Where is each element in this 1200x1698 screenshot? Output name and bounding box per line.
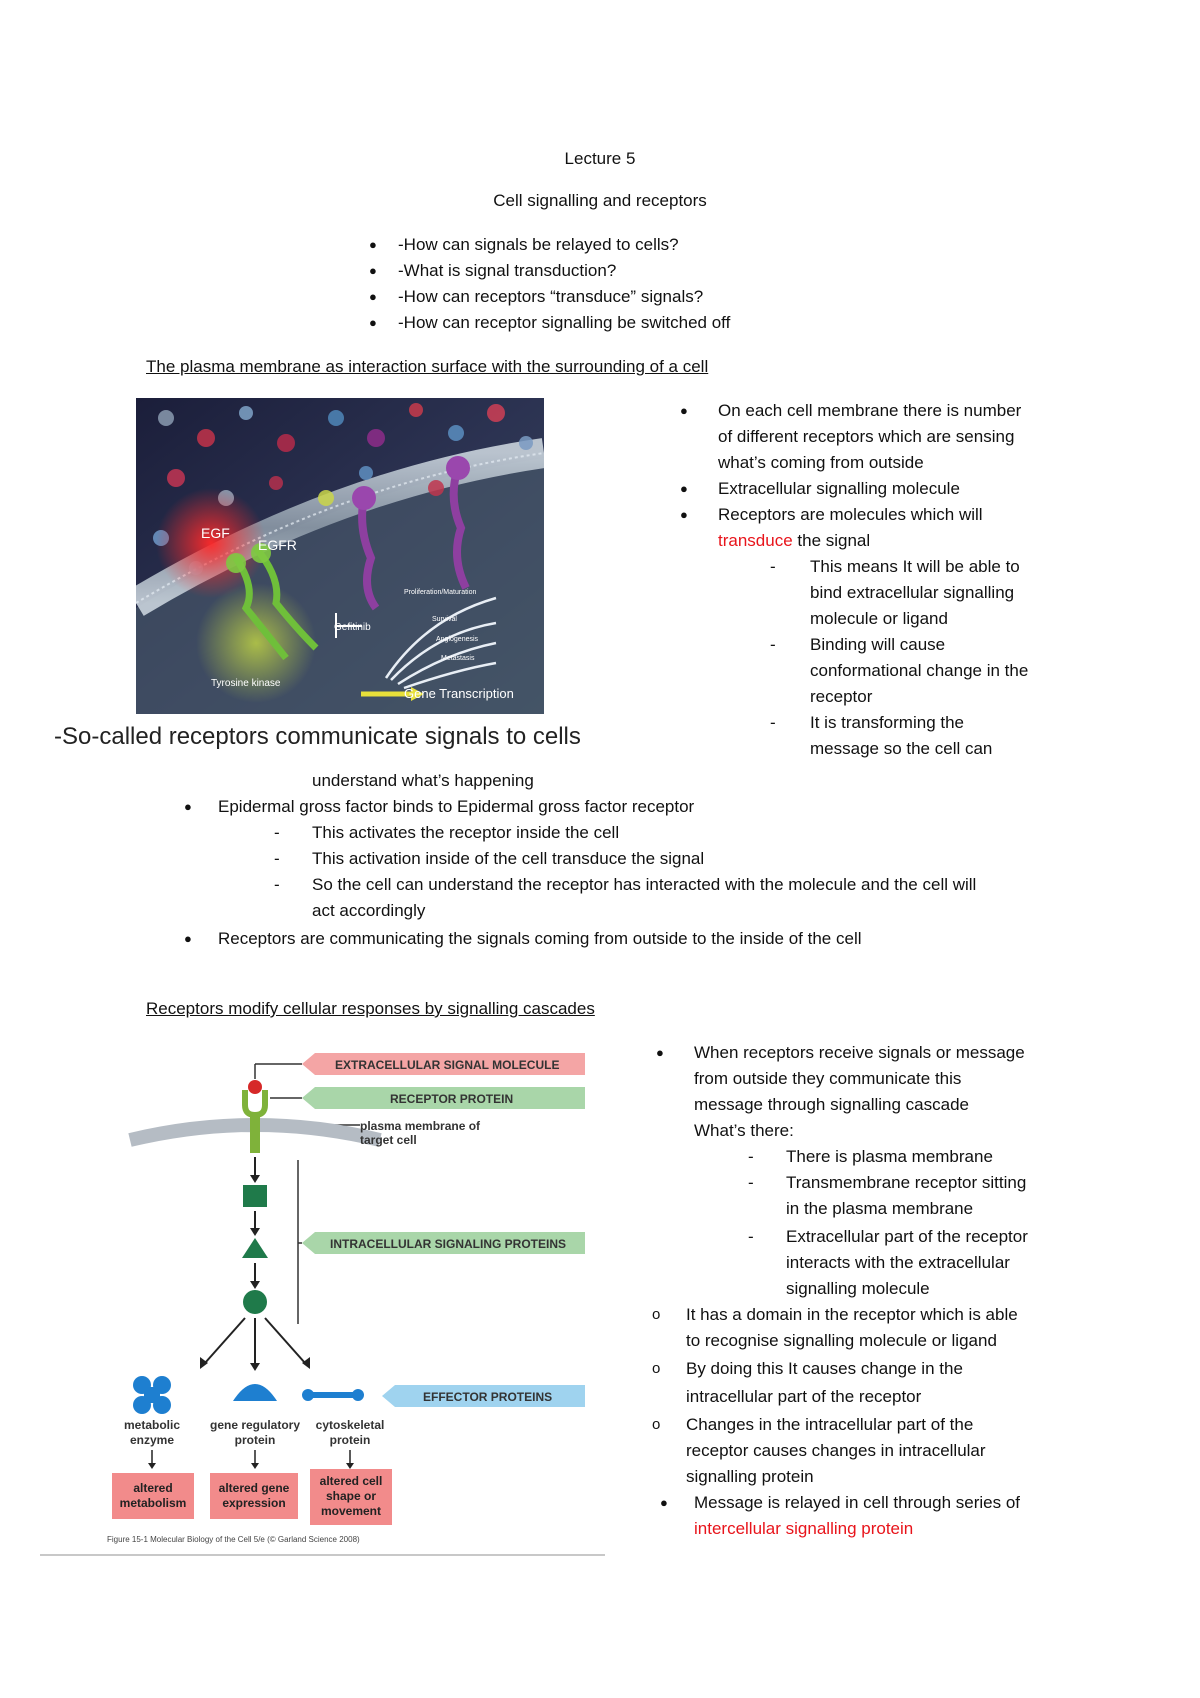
label-egf: EGF <box>201 525 230 541</box>
dash-marker: - <box>770 713 776 732</box>
label-protein: protein <box>234 1433 276 1447</box>
note-line: what’s coming from outside <box>718 453 924 472</box>
label-gene-transcription: Gene Transcription <box>404 686 514 701</box>
page-subtitle: Cell signalling and receptors <box>493 191 707 210</box>
note-line: Extracellular signalling molecule <box>718 479 960 498</box>
note-line: signalling molecule <box>786 1279 930 1298</box>
note-line: On each cell membrane there is number <box>718 401 1022 420</box>
note-line: in the plasma membrane <box>786 1199 974 1218</box>
label-metabolic: metabolic <box>123 1418 181 1432</box>
note-line: This activation inside of the cell transduce the signal <box>312 849 705 868</box>
note-line: message through signalling cascade <box>694 1095 970 1114</box>
outcome-expression: expression <box>222 1496 286 1510</box>
outcome-metabolism: metabolism <box>119 1496 187 1510</box>
label-egfr: EGFR <box>258 537 297 553</box>
highlight-intercellular: intercellular signalling protein <box>694 1519 914 1538</box>
note-line-transduce <box>718 528 870 554</box>
note-line: Receptors are molecules which will <box>718 505 983 524</box>
label-cytoskeletal: cytoskeletal <box>315 1418 385 1432</box>
note-line: message so the cell can <box>810 739 993 758</box>
label-enzyme: enzyme <box>129 1433 175 1447</box>
outcome-altered-gene: altered gene <box>218 1481 290 1495</box>
bullet-icon: ● <box>680 403 688 418</box>
dash-marker: - <box>770 635 776 654</box>
bullet-icon: ● <box>656 1045 664 1060</box>
note-line: Message is relayed in cell through series of <box>694 1493 1020 1512</box>
note-line: act accordingly <box>312 901 426 920</box>
note-line: from outside they communicate this <box>694 1069 962 1088</box>
dash-marker: - <box>748 1173 754 1192</box>
note-line: bind extracellular signalling <box>810 583 1015 602</box>
note-line: understand what’s happening <box>312 771 534 790</box>
note-line: conformational change in the <box>810 661 1029 680</box>
label-metastasis: Metastasis <box>441 655 475 662</box>
label-gefitinib: Gefitinib <box>334 622 371 633</box>
circle-bullet-icon: o <box>652 1360 661 1377</box>
bullet-icon: ● <box>369 315 377 330</box>
outcome-altered: altered <box>133 1481 173 1495</box>
circle-bullet-icon: o <box>652 1416 661 1433</box>
figure-caption: Figure 15-1 Molecular Biology of the Cell 5/e (© Garland Science 2008) <box>107 1535 360 1544</box>
dash-marker: - <box>748 1147 754 1166</box>
dash-marker: - <box>748 1227 754 1246</box>
bullet-icon: ● <box>680 507 688 522</box>
note-line: So the cell can understand the receptor has interacted with the molecule and the cell will <box>312 875 977 894</box>
label-angiogenesis: Angiogenesis <box>436 636 479 643</box>
note-line: receptor <box>810 687 873 706</box>
note-line: There is plasma membrane <box>786 1147 993 1166</box>
note-line: This means It will be able to <box>810 557 1020 576</box>
note-line: It has a domain in the receptor which is able <box>686 1305 1018 1324</box>
page-title: Lecture 5 <box>564 149 636 168</box>
note-line: interacts with the extracellular <box>786 1253 1010 1272</box>
note-line: Binding will cause <box>810 635 946 654</box>
label-extracellular-signal: EXTRACELLULAR SIGNAL MOLECULE <box>335 1058 560 1072</box>
outcome-altered-cell: altered cell <box>319 1474 383 1488</box>
label-receptor-protein: RECEPTOR PROTEIN <box>390 1092 514 1106</box>
image-caption: -So-called receptors communicate signals to cells <box>54 723 581 750</box>
question-item: -How can receptors “transduce” signals? <box>398 287 704 306</box>
note-line: Transmembrane receptor sitting <box>786 1173 1027 1192</box>
label-tyrosine-kinase: Tyrosine kinase <box>211 678 281 689</box>
bullet-icon: ● <box>369 289 377 304</box>
note-line: molecule or ligand <box>810 609 948 628</box>
dash-marker: - <box>274 823 280 842</box>
egfr-signalling-illustration <box>136 398 544 714</box>
bullet-icon: ● <box>369 263 377 278</box>
question-item: -How can receptor signalling be switched off <box>398 313 731 332</box>
note-line: It is transforming the <box>810 713 965 732</box>
note-line: to recognise signalling molecule or ligand <box>686 1331 997 1350</box>
note-line: When receptors receive signals or message <box>694 1043 1025 1062</box>
label-target-cell: target cell <box>360 1133 417 1147</box>
bullet-icon: ● <box>184 799 192 814</box>
label-gene-regulatory: gene regulatory <box>209 1418 301 1432</box>
bullet-icon: ● <box>660 1495 668 1510</box>
outcome-movement: movement <box>320 1504 382 1518</box>
note-line: of different receptors which are sensing <box>718 427 1015 446</box>
dash-marker: - <box>770 557 776 576</box>
bullet-icon: ● <box>184 931 192 946</box>
note-line: Epidermal gross factor binds to Epidermal gross factor receptor <box>218 797 695 816</box>
bullet-icon: ● <box>680 481 688 496</box>
note-line: receptor causes changes in intracellular <box>686 1441 986 1460</box>
note-line: intracellular part of the receptor <box>686 1387 922 1406</box>
label-plasma-membrane: plasma membrane of <box>360 1119 481 1133</box>
highlight-transduce: transduce <box>718 531 793 550</box>
label-protein: protein <box>329 1433 371 1447</box>
question-item: -What is signal transduction? <box>398 261 617 280</box>
note-line: By doing this It causes change in the <box>686 1359 963 1378</box>
circle-bullet-icon: o <box>652 1306 661 1323</box>
outcome-shape-or: shape or <box>325 1489 377 1503</box>
section-heading: The plasma membrane as interaction surface with the surrounding of a cell <box>146 357 709 376</box>
label-effector-proteins: EFFECTOR PROTEINS <box>423 1390 553 1404</box>
label-survival: Survival <box>432 616 457 623</box>
note-text: the signal <box>792 531 871 550</box>
bullet-icon: ● <box>369 237 377 252</box>
signalling-cascade-figure <box>40 1045 605 1560</box>
dash-marker: - <box>274 849 280 868</box>
label-proliferation: Proliferation/Maturation <box>404 589 477 596</box>
note-line: signalling protein <box>686 1467 814 1486</box>
label-intracellular-proteins: INTRACELLULAR SIGNALING PROTEINS <box>330 1237 566 1251</box>
note-line: This activates the receptor inside the cell <box>312 823 620 842</box>
dash-marker: - <box>274 875 280 894</box>
note-line: Extracellular part of the receptor <box>786 1227 1028 1246</box>
note-line: What’s there: <box>694 1121 794 1140</box>
note-line: Receptors are communicating the signals coming from outside to the inside of the cell <box>218 929 862 948</box>
section-heading: Receptors modify cellular responses by signalling cascades <box>146 999 595 1018</box>
note-line: Changes in the intracellular part of the <box>686 1415 974 1434</box>
question-item: -How can signals be relayed to cells? <box>398 235 679 254</box>
